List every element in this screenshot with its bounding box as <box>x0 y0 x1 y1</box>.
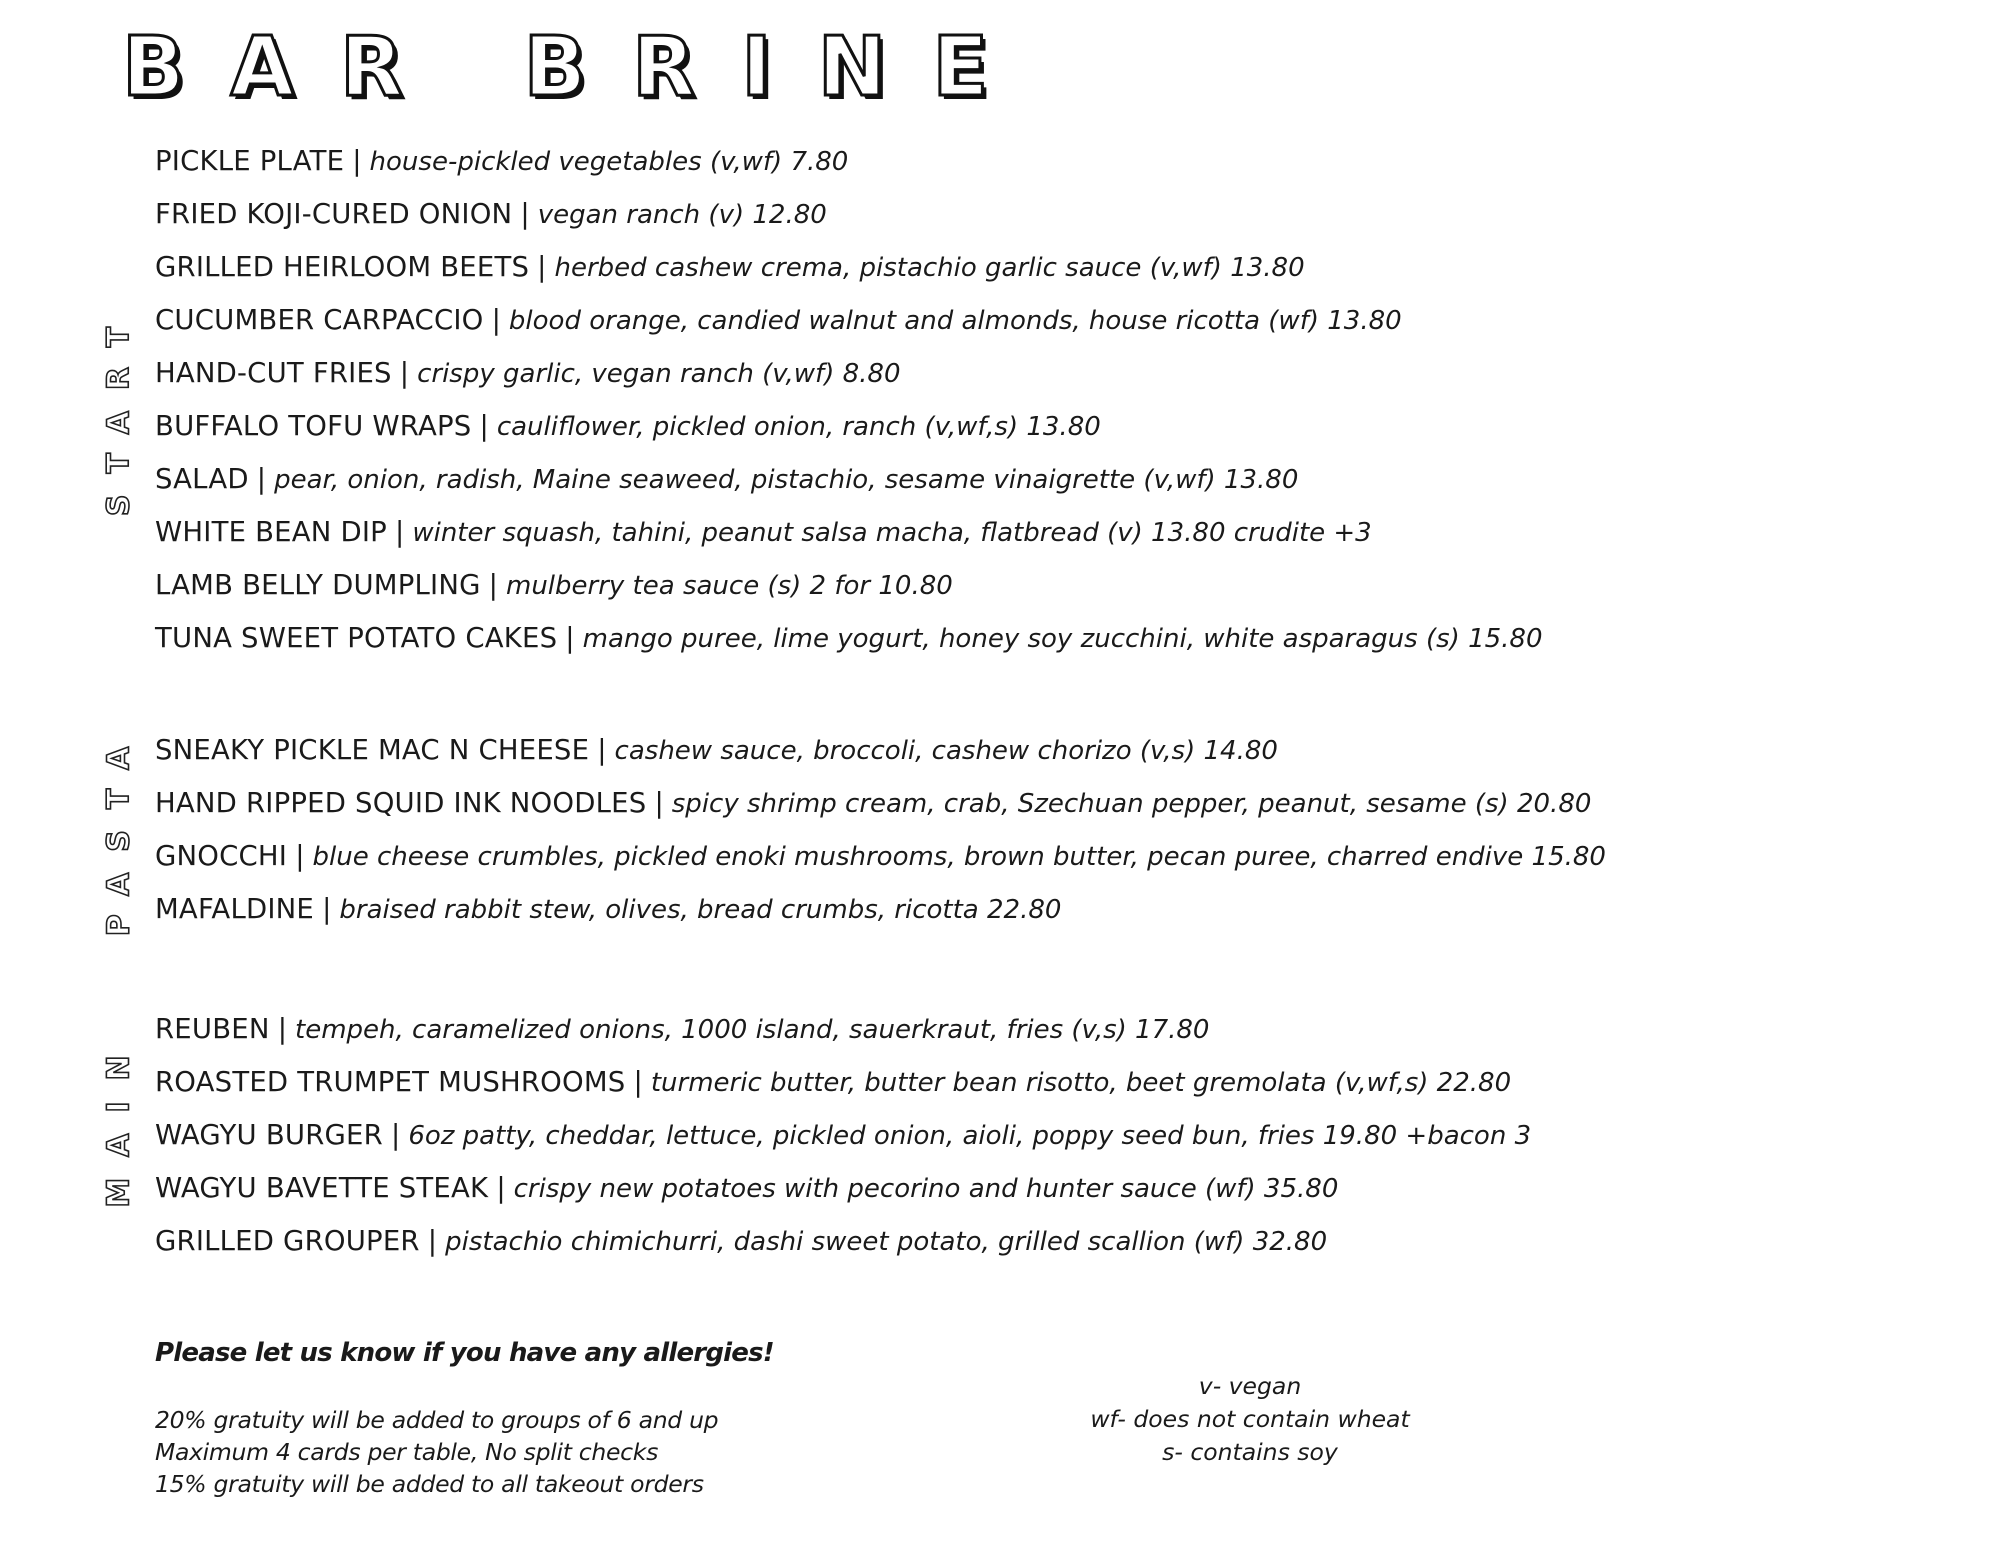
item-name: ROASTED TRUMPET MUSHROOMS <box>155 1066 626 1098</box>
item-name: PICKLE PLATE <box>155 145 345 177</box>
item-description: blue cheese crumbles, pickled enoki mushrooms, brown butter, pecan puree, charred endive 15.80 <box>312 842 1606 872</box>
separator: | <box>537 251 547 283</box>
item-name: MAFALDINE <box>155 893 314 925</box>
menu-item <box>155 400 1543 453</box>
item-description: house-pickled vegetables (v,wf) 7.80 <box>369 147 849 177</box>
item-name: HAND-CUT FRIES <box>155 357 392 389</box>
restaurant-title: BAR BRINE <box>122 20 1035 115</box>
item-description: cashew sauce, broccoli, cashew chorizo (v,s) 14.80 <box>614 736 1278 766</box>
item-description: 6oz patty, cheddar, lettuce, pickled onion, aioli, poppy seed bun, fries 19.80 +bacon 3 <box>408 1121 1532 1151</box>
menu-item <box>155 294 1543 347</box>
separator: | <box>277 1013 287 1045</box>
menu-item <box>155 830 1606 883</box>
legend-entry: s- contains soy <box>1162 1438 1338 1466</box>
item-name: WHITE BEAN DIP <box>155 516 387 548</box>
menu-item <box>155 453 1543 506</box>
item-description: turmeric butter, butter bean risotto, beet gremolata (v,wf,s) 22.80 <box>650 1068 1512 1098</box>
item-name: HAND RIPPED SQUID INK NOODLES <box>155 787 647 819</box>
policy-notes <box>155 1404 718 1500</box>
item-name: SNEAKY PICKLE MAC N CHEESE <box>155 734 590 766</box>
menu-item <box>155 135 1543 188</box>
item-name: LAMB BELLY DUMPLING <box>155 569 481 601</box>
separator: | <box>496 1172 506 1204</box>
separator: | <box>565 622 575 654</box>
menu-item <box>155 1109 1531 1162</box>
menu-item <box>155 1162 1531 1215</box>
separator: | <box>520 198 530 230</box>
item-description: pistachio chimichurri, dashi sweet potato, grilled scallion (wf) 32.80 <box>445 1227 1328 1257</box>
separator: | <box>488 569 498 601</box>
menu-item <box>155 188 1543 241</box>
item-name: GNOCCHI <box>155 840 288 872</box>
separator: | <box>352 145 362 177</box>
item-description: mulberry tea sauce (s) 2 for 10.80 <box>506 571 953 601</box>
separator: | <box>427 1225 438 1257</box>
menu-item <box>155 612 1543 665</box>
menu-item <box>155 347 1543 400</box>
item-description: spicy shrimp cream, crab, Szechuan pepper, peanut, sesame (s) 20.80 <box>671 789 1592 819</box>
item-name: CUCUMBER CARPACCIO <box>155 304 484 336</box>
item-description: vegan ranch (v) 12.80 <box>537 200 827 230</box>
item-name: WAGYU BURGER <box>155 1119 383 1151</box>
separator: | <box>390 1119 401 1151</box>
allergy-note: Please let us know if you have any allergies! <box>155 1338 774 1368</box>
separator: | <box>654 787 664 819</box>
separator: | <box>399 357 410 389</box>
menu-item <box>155 241 1543 294</box>
separator: | <box>322 893 332 925</box>
item-description: herbed cashew crema, pistachio garlic sauce (v,wf) 13.80 <box>554 253 1305 283</box>
item-description: cauliflower, pickled onion, ranch (v,wf,s) 13.80 <box>496 412 1101 442</box>
menu-item <box>155 1056 1531 1109</box>
item-description: pear, onion, radish, Maine seaweed, pistachio, sesame vinaigrette (v,wf) 13.80 <box>274 465 1299 495</box>
legend-entry: wf- does not contain wheat <box>1090 1405 1410 1433</box>
separator: | <box>633 1066 643 1098</box>
separator: | <box>597 734 607 766</box>
item-description: mango puree, lime yogurt, honey soy zucchini, white asparagus (s) 15.80 <box>582 624 1543 654</box>
item-description: tempeh, caramelized onions, 1000 island, sauerkraut, fries (v,s) 17.80 <box>295 1015 1210 1045</box>
item-description: winter squash, tahini, peanut salsa macha, flatbread (v) 13.80 crudite +3 <box>412 518 1372 548</box>
item-description: crispy new potatoes with pecorino and hunter sauce (wf) 35.80 <box>513 1174 1339 1204</box>
separator: | <box>491 304 501 336</box>
item-description: braised rabbit stew, olives, bread crumbs, ricotta 22.80 <box>339 895 1062 925</box>
menu-item <box>155 1215 1531 1268</box>
menu-item <box>155 777 1606 830</box>
item-name: GRILLED HEIRLOOM BEETS <box>155 251 530 283</box>
menu-item <box>155 724 1606 777</box>
dietary-legend <box>1040 1370 1460 1469</box>
start-items <box>155 135 1543 665</box>
policy-note: Maximum 4 cards per table, No split checks <box>155 1438 659 1466</box>
main-items <box>155 1003 1531 1268</box>
separator: | <box>256 463 267 495</box>
menu-item <box>155 883 1606 936</box>
menu-item <box>155 1003 1531 1056</box>
legend-entry: v- vegan <box>1198 1372 1302 1400</box>
item-name: FRIED KOJI-CURED ONION <box>155 198 513 230</box>
policy-note: 15% gratuity will be added to all takeout orders <box>155 1470 704 1498</box>
item-name: REUBEN <box>155 1013 270 1045</box>
item-name: BUFFALO TOFU WRAPS <box>155 410 472 442</box>
policy-note: 20% gratuity will be added to groups of 6 and up <box>155 1406 719 1434</box>
menu-item <box>155 559 1543 612</box>
item-description: blood orange, candied walnut and almonds, house ricotta (wf) 13.80 <box>508 306 1402 336</box>
separator: | <box>479 410 489 442</box>
item-name: WAGYU BAVETTE STEAK <box>155 1172 489 1204</box>
item-description: crispy garlic, vegan ranch (v,wf) 8.80 <box>417 359 901 389</box>
separator: | <box>395 516 405 548</box>
menu-item <box>155 506 1543 559</box>
item-name: GRILLED GROUPER <box>155 1225 420 1257</box>
pasta-items <box>155 724 1606 936</box>
item-name: SALAD <box>155 463 249 495</box>
separator: | <box>295 840 305 872</box>
item-name: TUNA SWEET POTATO CAKES <box>155 622 558 654</box>
